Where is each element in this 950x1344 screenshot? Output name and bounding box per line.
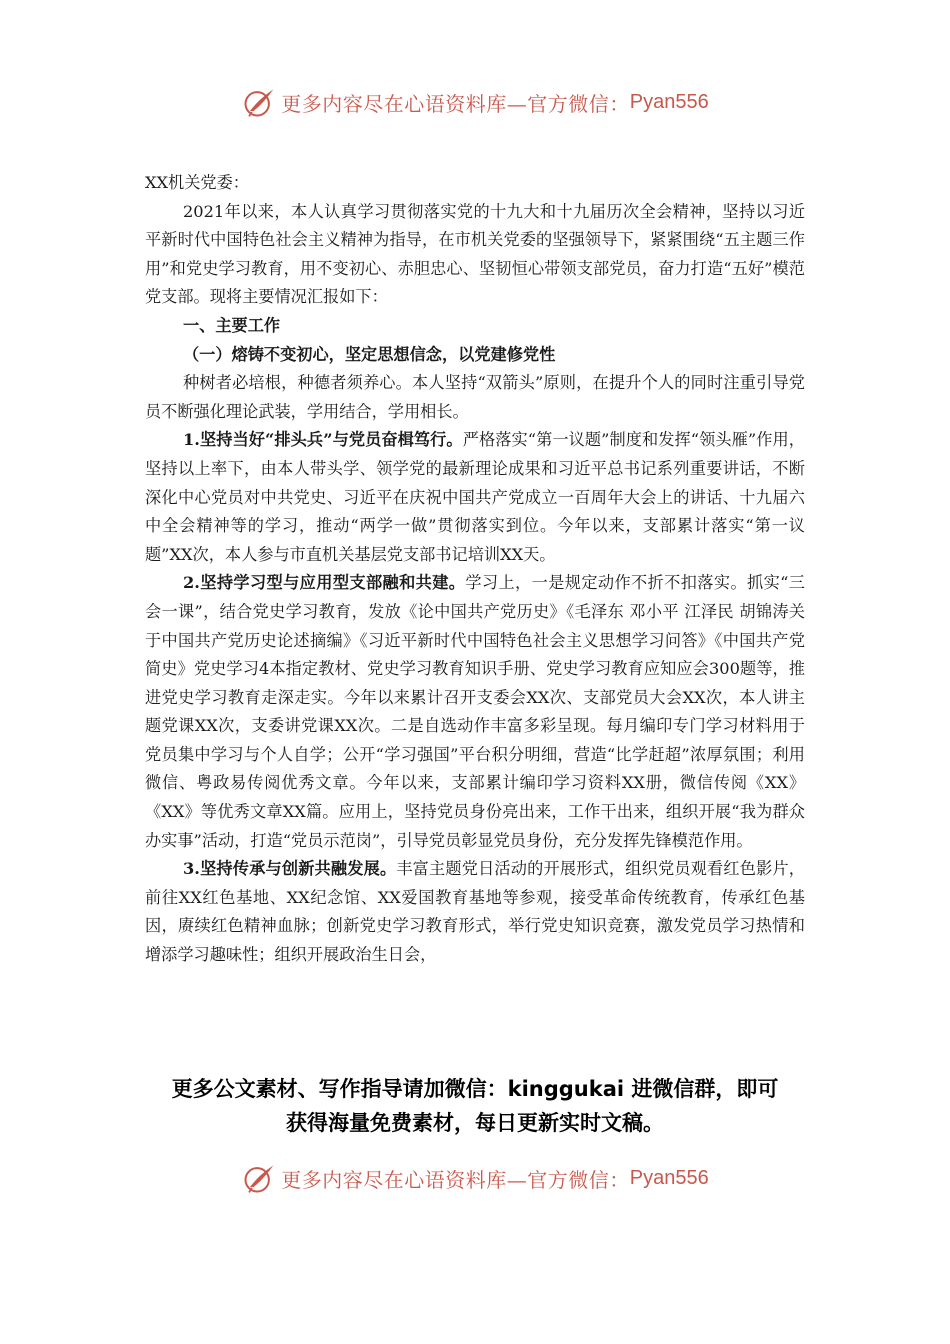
banner-wechat-id: Pyan556 bbox=[629, 90, 709, 113]
banner-wechat-id: Pyan556 bbox=[629, 1166, 709, 1189]
item-2-paragraph bbox=[145, 569, 805, 855]
section-heading: 一、主要工作 bbox=[183, 315, 281, 335]
promo-notice bbox=[120, 1072, 830, 1140]
promo-line-2: 获得海量免费素材，每日更新实时文稿。 bbox=[286, 1111, 664, 1135]
document-body bbox=[145, 169, 805, 970]
item-1-paragraph bbox=[145, 426, 805, 569]
banner-text: 更多内容尽在心语资料库—官方微信： bbox=[281, 91, 630, 116]
quill-pen-icon bbox=[241, 1160, 277, 1196]
item-3-body: 丰富主题党日活动的开展形式，组织党员观看红色影片，前往XX红色基地、XX纪念馆、XX爱国教育基地等参观，接受革命传统教育，传承红色基因，赓续红色精神血脉；创新党史学习教育形式，举行党史知识竞赛，激发党员学习热情和增添学习趣味性；组织开展政治生日会， bbox=[145, 859, 805, 965]
item-3-paragraph bbox=[145, 855, 805, 969]
intro-paragraph: 2021年以来，本人认真学习贯彻落实党的十九大和十九届历次全会精神，坚持以习近平新时代中国特色社会主义精神为指导，在市机关党委的坚强领导下，紧紧围绕“五主题三作用”和党史学习教育，用不变初心、赤胆忠心、坚韧恒心带领支部党员，奋力打造“五好”模范党支部。现将主要情况汇报如下： bbox=[145, 201, 805, 307]
item-2-body: 学习上，一是规定动作不折不扣落实。抓实“三会一课”，结合党史学习教育，发放《论中国共产党历史》《毛泽东 邓小平 江泽民 胡锦涛关于中国共产党历史论述摘编》《习近平新时代中国特色社会主义思想学习问答》《中国共产党简史》党史学习4本指定教材、党史学习教育知识手册、党史学习教育应知应会300题等，推进党史学习教育走深走实。今年以来累计召开支委会XX次、支部党员大会XX次，本人讲主题党课XX次，支委讲党课XX次。二是自选动作丰富多彩呈现。每月编印专门学习材料用于党员集中学习与个人自学；公开“学习强国”平台积分明细，营造“比学赶超”浓厚氛围；利用微信、粤政易传阅优秀文章。今年以来，支部累计编印学习资料XX册，微信传阅《XX》《XX》等优秀文章XX篇。应用上，坚持党员身份亮出来，工作干出来，组织开展“我为群众办实事”活动，打造“党员示范岗”，引导党员彰显党员身份，充分发挥先锋模范作用。 bbox=[145, 573, 805, 850]
quill-pen-icon bbox=[241, 84, 277, 120]
subsection-heading: （一）熔铸不变初心，坚定思想信念，以党建修党性 bbox=[183, 344, 556, 364]
item-1-body: 严格落实“第一议题”制度和发挥“领头雁”作用，坚持以上率下，由本人带头学、领学党的最新理论成果和习近平总书记系列重要讲话，不断深化中心党员对中共党史、习近平在庆祝中国共产党成立一百周年大会上的讲话、十九届六中全会精神等的学习，推动“两学一做”贯彻落实到位。今年以来，支部累计落实“第一议题”XX次，本人参与市直机关基层党支部书记培训XX天。 bbox=[145, 430, 805, 564]
lead-paragraph: 种树者必培根，种德者须养心。本人坚持“双箭头”原则，在提升个人的同时注重引导党员不断强化理论武装，学用结合，学用相长。 bbox=[145, 373, 805, 421]
item-3-title: 3.坚持传承与创新共融发展。 bbox=[183, 859, 397, 879]
promo-line-1: 更多公文素材、写作指导请加微信：kinggukai 进微信群，即可 bbox=[171, 1077, 779, 1101]
banner-text: 更多内容尽在心语资料库—官方微信： bbox=[281, 1167, 630, 1192]
footer-banner bbox=[0, 1158, 950, 1198]
salutation: XX机关党委： bbox=[145, 173, 249, 192]
item-1-title: 1.坚持当好“排头兵”与党员奋楫笃行。 bbox=[183, 430, 463, 450]
header-banner bbox=[0, 82, 950, 122]
item-2-title: 2.坚持学习型与应用型支部融和共建。 bbox=[183, 573, 466, 593]
